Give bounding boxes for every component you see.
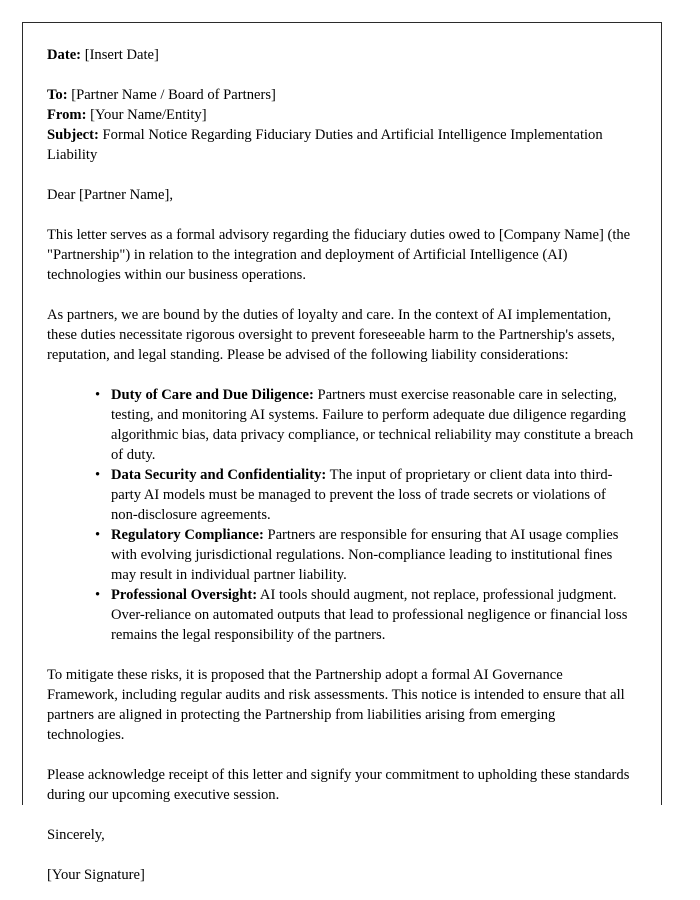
spacer-after-list (47, 645, 635, 665)
to-value: [Partner Name / Board of Partners] (71, 87, 276, 103)
bullet-icon: • (95, 527, 101, 543)
document-content (23, 23, 661, 885)
subject-value: Formal Notice Regarding Fiduciary Duties and Artificial Intelligence Implementation Liability (47, 127, 603, 163)
list-item-text: Partners must exercise reasonable care in selecting, testing, and monitoring AI systems. Failure to perform adequate due diligence regarding algorithmic bias, data privacy compliance, or technical reliability may constitute a breach of duty. (111, 387, 634, 463)
spacer-after-mitigation (47, 745, 635, 765)
list-item-lead: Regulatory Compliance: (111, 527, 264, 543)
bullet-icon: • (95, 387, 101, 403)
considerations-list (83, 385, 635, 645)
letter-header (47, 45, 635, 165)
bullet-icon: • (95, 587, 101, 603)
list-item-lead: Duty of Care and Due Diligence: (111, 387, 314, 403)
from-value: [Your Name/Entity] (90, 107, 207, 123)
subject-line (47, 125, 635, 165)
date-line (47, 45, 635, 65)
paragraph-acknowledge: Please acknowledge receipt of this letter and signify your commitment to upholding these standards during our upcoming executive session. (47, 767, 630, 803)
list-item-text: AI tools should augment, not replace, professional judgment. Over-reliance on automated outputs that lead to professional negligence or financial loss remains the legal responsibility of the partners. (111, 587, 628, 643)
paragraph-duties: As partners, we are bound by the duties of loyalty and care. In the context of AI implementation, these duties necessitate rigorous oversight to prevent foreseeable harm to the Partnership's assets, reputation, and legal standing. Please be advised of the following liability considerations: (47, 307, 615, 363)
date-label: Date: (47, 47, 82, 63)
bullet-icon: • (95, 467, 101, 483)
valediction: Sincerely, (47, 827, 105, 843)
spacer-before-closing (47, 805, 635, 825)
considerations-list-wrapper (83, 385, 635, 645)
signature-placeholder: [Your Signature] (47, 867, 145, 883)
to-label: To: (47, 87, 68, 103)
to-line (47, 85, 635, 105)
list-item-lead: Professional Oversight: (111, 587, 258, 603)
paragraph-mitigation: To mitigate these risks, it is proposed that the Partnership adopt a formal AI Governance Framework, including regular audits and risk assessments. This notice is intended to ensure that all partners are aligned in protecting the Partnership from liabilities arising from emerging technologies. (47, 667, 625, 743)
list-item (83, 525, 635, 585)
header-spacer (47, 65, 635, 85)
paragraph-intro: This letter serves as a formal advisory regarding the fiduciary duties owed to [Company Name] (the "Partnership") in relation to the integration and deployment of Artificial Intelligence (AI) technologies within our business operations. (47, 227, 631, 283)
from-label: From: (47, 107, 87, 123)
spacer-after-salutation (47, 205, 635, 225)
date-value: [Insert Date] (84, 47, 159, 63)
list-item (83, 385, 635, 465)
spacer-before-list (47, 365, 635, 385)
from-line (47, 105, 635, 125)
document-page (22, 22, 662, 883)
spacer-after-intro (47, 285, 635, 305)
list-item (83, 585, 635, 645)
list-item-text: The input of proprietary or client data into third-party AI models must be managed to prevent the loss of trade secrets or violations of non-disclosure agreements. (111, 467, 613, 523)
list-item (83, 465, 635, 525)
salutation: Dear [Partner Name], (47, 187, 174, 203)
spacer-before-signature (47, 845, 635, 865)
list-item-lead: Data Security and Confidentiality: (111, 467, 327, 483)
list-item-text: Partners are responsible for ensuring that AI usage complies with evolving jurisdictional regulations. Non-compliance leading to institutional fines may result in individual partner liability. (111, 527, 619, 583)
subject-label: Subject: (47, 127, 99, 143)
spacer-before-salutation (47, 165, 635, 185)
